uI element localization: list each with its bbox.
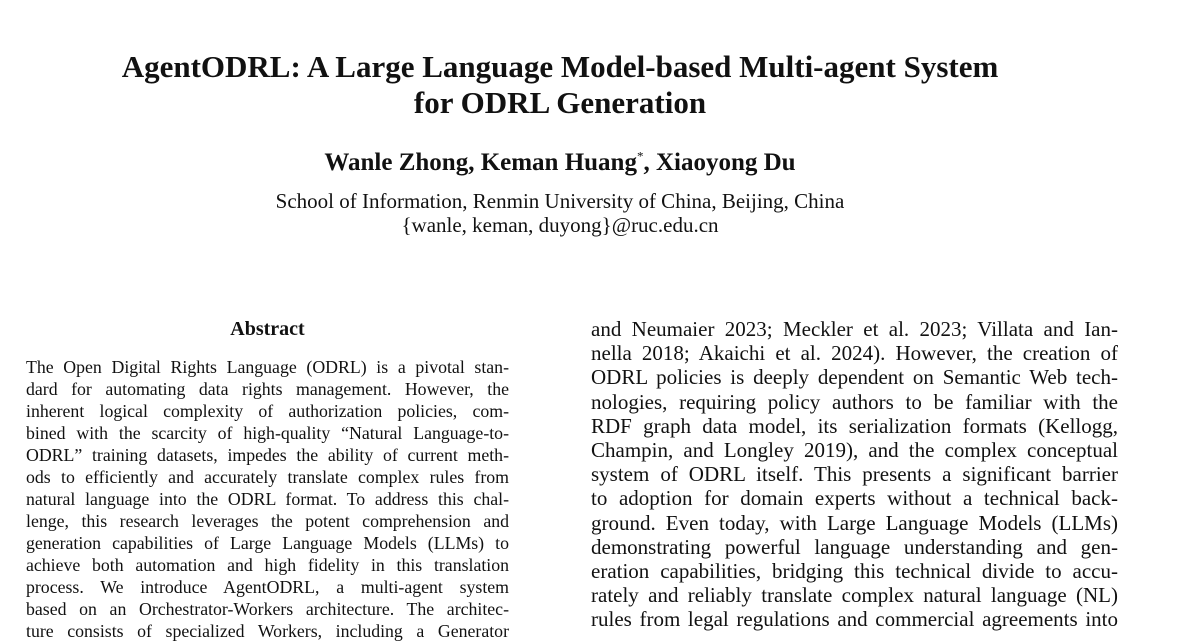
body-line: rules from legal regulations and commercial agreements into [591, 607, 1118, 632]
abstract-line: lenge, this research leverages the potent comprehension and [26, 511, 509, 531]
abstract-line: achieve both automation and high fidelity in this translation [26, 555, 509, 575]
introduction-body [591, 317, 1118, 631]
body-line: system of ODRL itself. This presents a significant barrier [591, 462, 1118, 487]
abstract-line: process. We introduce AgentODRL, a multi-agent system [26, 577, 509, 597]
abstract-line: inherent logical complexity of authorization policies, com- [26, 401, 509, 421]
body-line: demonstrating powerful language understanding and gen- [591, 534, 1118, 559]
abstract-line: generation capabilities of Large Language Models (LLMs) to [26, 533, 509, 553]
abstract-line: dard for automating data rights management. However, the [26, 379, 509, 399]
body-line: eration capabilities, bridging this technical divide to accu- [591, 558, 1118, 583]
body-line: and Neumaier 2023; Meckler et al. 2023; Villata and Ian- [591, 317, 1118, 341]
abstract-line: ture consists of specialized Workers, including a Generator [26, 621, 509, 641]
abstract-body [26, 356, 509, 642]
abstract-line: ODRL” training datasets, impedes the ability of current meth- [26, 445, 509, 465]
abstract-line: based on an Orchestrator-Workers architecture. The architec- [26, 599, 509, 619]
body-line: rately and reliably translate complex natural language (NL) [591, 583, 1118, 608]
abstract-line: The Open Digital Rights Language (ODRL) is a pivotal stan- [26, 357, 509, 377]
body-line: ODRL policies is deeply dependent on Semantic Web tech- [591, 365, 1118, 390]
abstract-heading: Abstract [230, 318, 305, 340]
paper-title-line-1: AgentODRL: A Large Language Model-based Multi-agent System [121, 49, 999, 84]
affiliation: School of Information, Renmin University of China, Beijing, China [275, 189, 845, 213]
abstract-line: natural language into the ODRL format. To address this chal- [26, 489, 509, 509]
body-line: nologies, requiring policy authors to be familiar with the [591, 389, 1118, 414]
author-names-first: Wanle Zhong, Keman Huang [324, 149, 637, 176]
body-line: nella 2018; Akaichi et al. 2024). However, the creation of [591, 341, 1118, 366]
author-emails: {wanle, keman, duyong}@ruc.edu.cn [401, 213, 719, 237]
paper-title-line-2: for ODRL Generation [413, 85, 707, 120]
abstract-line: bined with the scarcity of high-quality “Natural Language-to- [26, 423, 509, 443]
author-list [60, 148, 1060, 178]
corresponding-author-mark: * [636, 148, 644, 164]
author-names-last: , Xiaoyong Du [643, 149, 796, 176]
body-line: RDF graph data model, its serialization formats (Kellogg, [591, 413, 1118, 438]
abstract-line: ods to efficiently and accurately translate complex rules from [26, 467, 509, 487]
body-line: to adoption for domain experts without a technical back- [591, 486, 1118, 511]
body-line: Champin, and Longley 2019), and the complex conceptual [591, 437, 1118, 462]
body-line: ground. Even today, with Large Language Models (LLMs) [591, 510, 1118, 535]
